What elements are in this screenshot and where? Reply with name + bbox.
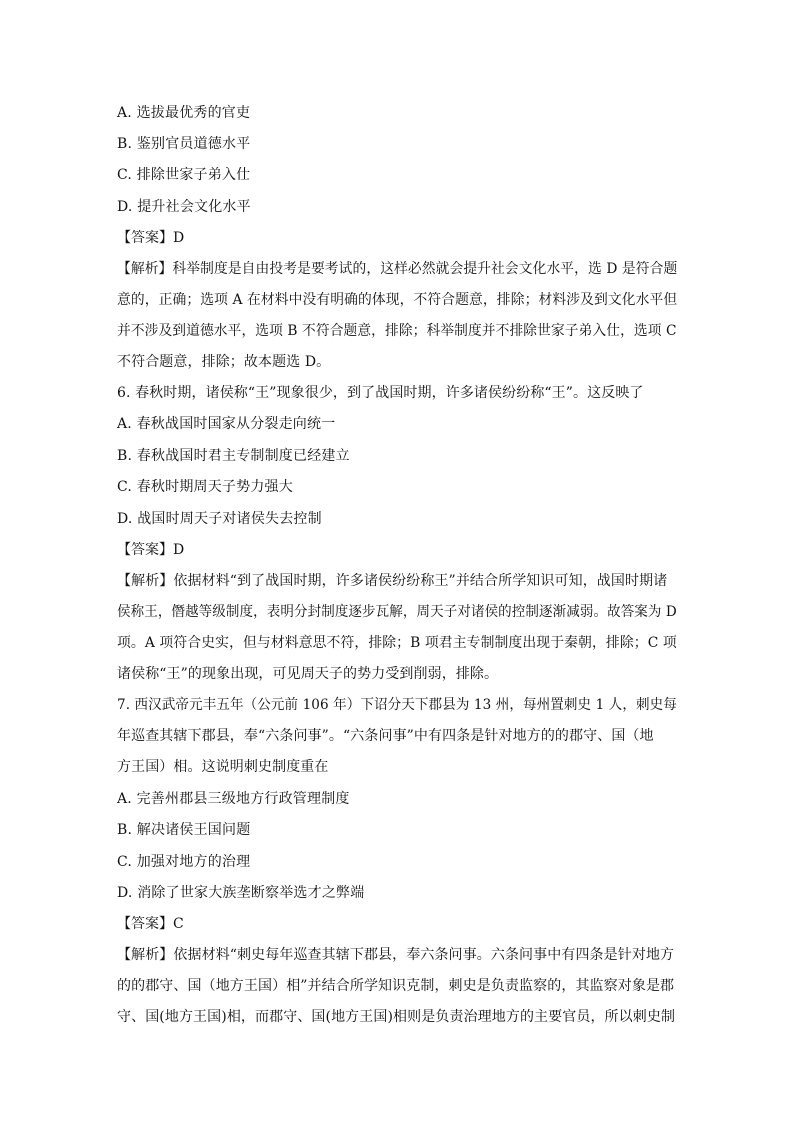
q6-explanation-line: 侯称王，僭越等级制度，表明分封制度逐步瓦解，周天子对诸侯的控制逐渐减弱。故答案为 D [117, 604, 677, 620]
q7-question-line: 方王国）相。这说明刺史制度重在 [117, 759, 329, 775]
q7-explanation-line: 【解析】依据材料“刺史每年巡查其辖下郡县，奉六条问事。六条问事中有四条是针对地方 [117, 947, 675, 963]
q6-explanation-line: 【解析】依据材料“到了战国时期，许多诸侯纷纷称王”并结合所学知识可知，战国时期诸 [117, 573, 668, 589]
q6-option-c: C. 春秋时期周天子势力强大 [117, 479, 293, 495]
q6-option-d: D. 战国时周天子对诸侯失去控制 [117, 511, 322, 527]
q6-option-b: B. 春秋战国时君主专制制度已经建立 [117, 448, 350, 464]
q7-option-a: A. 完善州郡县三级地方行政管理制度 [117, 791, 350, 807]
q5-option-b: B. 鉴别官员道德水平 [117, 136, 251, 152]
q5-explanation-line: 【解析】科举制度是自由投考是要考试的，这样必然就会提升社会文化水平，选 D 是符合题 [117, 261, 678, 277]
q5-explanation-line: 不符合题意，排除；故本题选 D。 [117, 354, 331, 370]
q6-option-a: A. 春秋战国时国家从分裂走向统一 [117, 416, 336, 432]
q7-answer: 【答案】C [117, 916, 184, 932]
q6-explanation-line: 诸侯称“王”的现象出现，可见周天子的势力受到削弱，排除。 [117, 666, 499, 682]
q5-option-d: D. 提升社会文化水平 [117, 199, 251, 215]
q5-explanation-line: 意的，正确；选项 A 在材料中没有明确的体现，不符合题意，排除；材料涉及到文化水平但 [117, 292, 678, 308]
q7-question-line: 年巡查其辖下郡县，奉“六条问事”。“六条问事”中有四条是针对地方的的郡守、国（地 [117, 728, 654, 744]
q5-answer: 【答案】D [117, 230, 185, 246]
q7-question-line: 7. 西汉武帝元丰五年（公元前 106 年）下诏分天下郡县为 13 州，每州置刺史 1 人，刺史每 [117, 697, 677, 713]
q6-explanation-line: 项。A 项符合史实，但与材料意思不符，排除；B 项君主专制制度出现于秦朝，排除；C 项 [117, 635, 677, 651]
q6-question: 6. 春秋时期，诸侯称“王”现象很少，到了战国时期，许多诸侯纷纷称“王”。这反映了 [117, 385, 644, 401]
q7-option-d: D. 消除了世家大族垄断察举选才之弊端 [117, 885, 365, 901]
q5-explanation-line: 并不涉及到道德水平，选项 B 不符合题意，排除；科举制度并不排除世家子弟入仕，选项 C [117, 323, 677, 339]
q7-option-b: B. 解决诸侯王国问题 [117, 822, 251, 838]
q7-explanation-line: 守、国(地方王国)相，而郡守、国(地方王国)相则是负责治理地方的主要官员，所以刺史制 [117, 1009, 676, 1025]
q6-answer: 【答案】D [117, 542, 185, 558]
q7-explanation-line: 的的郡守、国（地方王国）相”并结合所学知识克制，刺史是负责监察的，其监察对象是郡 [117, 978, 675, 994]
q5-option-c: C. 排除世家子弟入仕 [117, 167, 251, 183]
q5-option-a: A. 选拔最优秀的官吏 [117, 105, 251, 121]
q7-option-c: C. 加强对地方的治理 [117, 854, 251, 870]
